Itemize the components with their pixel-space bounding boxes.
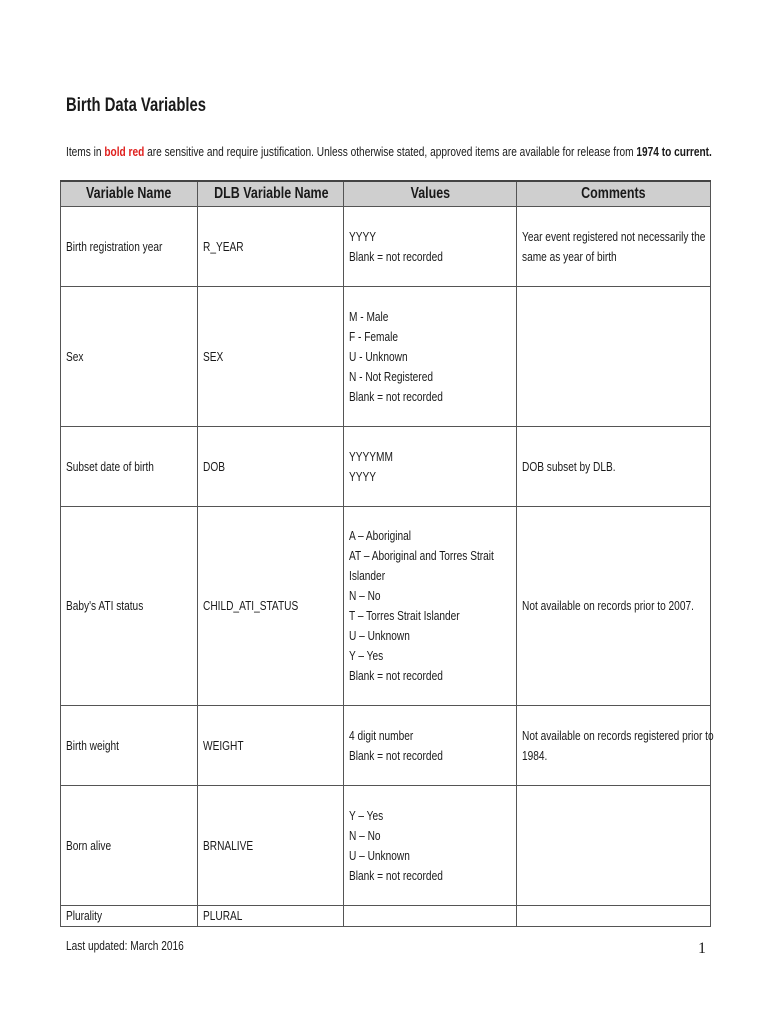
variables-table bbox=[60, 180, 714, 927]
cell-comments: DOB subset by DLB. bbox=[517, 427, 711, 507]
header-comments: Comments bbox=[517, 181, 711, 207]
cell-dlb-name: PLURAL bbox=[198, 906, 344, 927]
intro-text bbox=[66, 144, 712, 159]
cell-dlb-name: DOB bbox=[198, 427, 344, 507]
cell-values: Y – Yes N – No U – Unknown Blank = not recorded bbox=[344, 786, 517, 906]
cell-values: M - Male F - Female U - Unknown N - Not Registered Blank = not recorded bbox=[344, 287, 517, 427]
table-header-row bbox=[61, 181, 711, 207]
table-row bbox=[61, 786, 711, 906]
cell-dlb-name: BRNALIVE bbox=[198, 786, 344, 906]
table-row bbox=[61, 507, 711, 706]
cell-values: YYYYMM YYYY bbox=[344, 427, 517, 507]
header-values: Values bbox=[344, 181, 517, 207]
table-row bbox=[61, 287, 711, 427]
cell-dlb-name: SEX bbox=[198, 287, 344, 427]
cell-dlb-name: R_YEAR bbox=[198, 207, 344, 287]
table-row bbox=[61, 427, 711, 507]
cell-variable-name: Plurality bbox=[61, 906, 198, 927]
page-title: Birth Data Variables bbox=[66, 95, 207, 116]
table-row bbox=[61, 906, 711, 927]
cell-comments: Not available on records registered prior to 1984. bbox=[517, 706, 711, 786]
cell-variable-name: Born alive bbox=[61, 786, 198, 906]
page-number: 1 bbox=[698, 940, 706, 957]
cell-variable-name: Birth registration year bbox=[61, 207, 198, 287]
cell-dlb-name: CHILD_ATI_STATUS bbox=[198, 507, 344, 706]
intro-middle: are sensitive and require justification. Unless otherwise stated, approved items are available for release from bbox=[144, 144, 637, 159]
cell-values: 4 digit number Blank = not recorded bbox=[344, 706, 517, 786]
cell-variable-name: Sex bbox=[61, 287, 198, 427]
cell-variable-name: Baby's ATI status bbox=[61, 507, 198, 706]
cell-values: YYYY Blank = not recorded bbox=[344, 207, 517, 287]
cell-variable-name: Birth weight bbox=[61, 706, 198, 786]
cell-values bbox=[344, 906, 517, 927]
cell-values: A – Aboriginal AT – Aboriginal and Torres Strait Islander N – No T – Torres Strait Islander U – Unknown Y – Yes Blank = not recorded bbox=[344, 507, 517, 706]
header-variable-name: Variable Name bbox=[61, 181, 198, 207]
cell-comments: Year event registered not necessarily the same as year of birth bbox=[517, 207, 711, 287]
cell-variable-name: Subset date of birth bbox=[61, 427, 198, 507]
table-row bbox=[61, 207, 711, 287]
intro-highlight: bold red bbox=[104, 144, 145, 159]
header-dlb-variable-name: DLB Variable Name bbox=[198, 181, 344, 207]
intro-range: 1974 to current. bbox=[636, 144, 712, 159]
intro-prefix: Items in bbox=[66, 144, 105, 159]
cell-comments bbox=[517, 786, 711, 906]
table-row bbox=[61, 706, 711, 786]
cell-comments bbox=[517, 906, 711, 927]
cell-dlb-name: WEIGHT bbox=[198, 706, 344, 786]
cell-comments: Not available on records prior to 2007. bbox=[517, 507, 711, 706]
cell-comments bbox=[517, 287, 711, 427]
last-updated: Last updated: March 2016 bbox=[66, 938, 184, 953]
